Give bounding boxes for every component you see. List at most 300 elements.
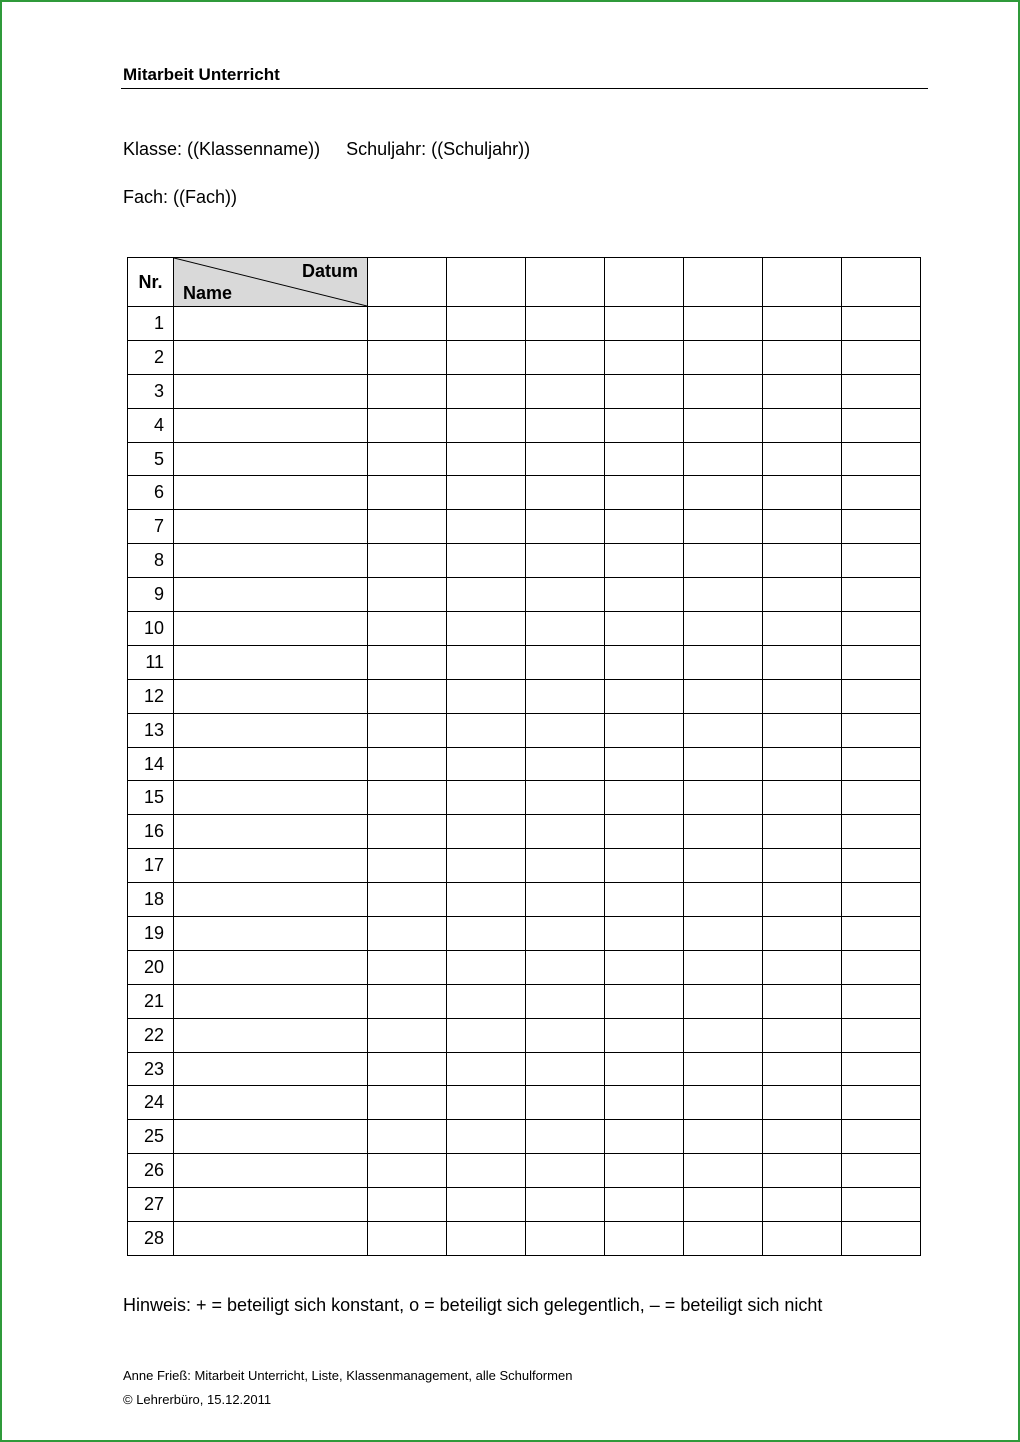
participation-cell[interactable]: [605, 612, 684, 646]
participation-cell[interactable]: [447, 612, 526, 646]
participation-cell[interactable]: [763, 950, 842, 984]
student-name-cell[interactable]: [174, 374, 368, 408]
row-number: 16: [128, 815, 174, 849]
row-number: 12: [128, 679, 174, 713]
participation-cell[interactable]: [842, 815, 921, 849]
table-row: [128, 578, 921, 612]
participation-cell[interactable]: [763, 510, 842, 544]
row-number: 2: [128, 340, 174, 374]
participation-cell[interactable]: [368, 679, 447, 713]
participation-cell[interactable]: [684, 883, 763, 917]
participation-cell[interactable]: [526, 408, 605, 442]
row-number: 27: [128, 1188, 174, 1222]
participation-cell[interactable]: [605, 1120, 684, 1154]
table-row: [128, 307, 921, 341]
participation-cell[interactable]: [684, 645, 763, 679]
participation-cell[interactable]: [763, 781, 842, 815]
row-number: 6: [128, 476, 174, 510]
participation-cell[interactable]: [447, 510, 526, 544]
participation-cell[interactable]: [447, 645, 526, 679]
participation-cell[interactable]: [368, 1018, 447, 1052]
participation-cell[interactable]: [763, 1154, 842, 1188]
klasse-label: Klasse: ((Klassenname)): [123, 139, 321, 159]
participation-cell[interactable]: [447, 849, 526, 883]
participation-cell[interactable]: [842, 849, 921, 883]
row-number: 7: [128, 510, 174, 544]
row-number: 15: [128, 781, 174, 815]
participation-cell[interactable]: [368, 984, 447, 1018]
datum-header: Datum: [301, 261, 358, 281]
participation-cell[interactable]: [684, 1222, 763, 1256]
participation-cell[interactable]: [368, 917, 447, 951]
date-cell[interactable]: [842, 258, 921, 307]
participation-cell[interactable]: [763, 307, 842, 341]
student-name-cell[interactable]: [174, 849, 368, 883]
student-name-cell[interactable]: [174, 1018, 368, 1052]
row-number: 3: [128, 374, 174, 408]
participation-cell[interactable]: [763, 917, 842, 951]
participation-cell[interactable]: [526, 1120, 605, 1154]
participation-cell[interactable]: [842, 1120, 921, 1154]
footer-credit: Anne Frieß: Mitarbeit Unterricht, Liste, Klassenmanagement, alle Schulformen: [123, 1368, 573, 1383]
table-row: [128, 815, 921, 849]
row-number: 18: [128, 883, 174, 917]
student-name-cell[interactable]: [174, 612, 368, 646]
participation-cell[interactable]: [447, 1120, 526, 1154]
row-number: 5: [128, 442, 174, 476]
participation-cell[interactable]: [526, 442, 605, 476]
participation-cell[interactable]: [684, 510, 763, 544]
participation-cell[interactable]: [526, 307, 605, 341]
table-row: [128, 679, 921, 713]
participation-cell[interactable]: [842, 544, 921, 578]
participation-cell[interactable]: [842, 374, 921, 408]
participation-cell[interactable]: [526, 612, 605, 646]
row-number: 10: [128, 612, 174, 646]
participation-cell[interactable]: [684, 781, 763, 815]
participation-cell[interactable]: [842, 612, 921, 646]
participation-cell[interactable]: [605, 442, 684, 476]
table-header-row: [128, 258, 921, 307]
participation-cell[interactable]: [763, 1222, 842, 1256]
participation-cell[interactable]: [842, 645, 921, 679]
participation-cell[interactable]: [763, 442, 842, 476]
date-cell[interactable]: [447, 258, 526, 307]
table-row: [128, 849, 921, 883]
participation-cell[interactable]: [526, 578, 605, 612]
participation-cell[interactable]: [842, 340, 921, 374]
participation-cell[interactable]: [447, 1018, 526, 1052]
participation-cell[interactable]: [605, 984, 684, 1018]
participation-cell[interactable]: [368, 612, 447, 646]
participation-cell[interactable]: [368, 442, 447, 476]
participation-cell[interactable]: [526, 645, 605, 679]
table-row: [128, 1154, 921, 1188]
participation-cell[interactable]: [763, 1018, 842, 1052]
participation-cell[interactable]: [368, 1188, 447, 1222]
participation-cell[interactable]: [605, 781, 684, 815]
student-name-cell[interactable]: [174, 340, 368, 374]
participation-cell[interactable]: [368, 1086, 447, 1120]
table-row: [128, 1086, 921, 1120]
participation-cell[interactable]: [763, 713, 842, 747]
participation-cell[interactable]: [447, 1086, 526, 1120]
table-row: [128, 612, 921, 646]
participation-cell[interactable]: [526, 1052, 605, 1086]
date-cell[interactable]: [684, 258, 763, 307]
participation-cell[interactable]: [605, 340, 684, 374]
participation-cell[interactable]: [447, 476, 526, 510]
participation-cell[interactable]: [684, 849, 763, 883]
participation-cell[interactable]: [605, 374, 684, 408]
participation-cell[interactable]: [842, 747, 921, 781]
participation-cell[interactable]: [605, 679, 684, 713]
participation-cell[interactable]: [684, 1052, 763, 1086]
student-name-cell[interactable]: [174, 1120, 368, 1154]
participation-cell[interactable]: [842, 883, 921, 917]
participation-cell[interactable]: [605, 1154, 684, 1188]
row-number: 11: [128, 645, 174, 679]
participation-cell[interactable]: [842, 408, 921, 442]
participation-cell[interactable]: [684, 984, 763, 1018]
participation-cell[interactable]: [842, 442, 921, 476]
table-row: [128, 917, 921, 951]
participation-cell[interactable]: [605, 815, 684, 849]
table-row: [128, 1188, 921, 1222]
legend-hint: Hinweis: + = beteiligt sich konstant, o = beteiligt sich gelegentlich, – = beteiligt sich nicht: [123, 1295, 823, 1315]
table-row: [128, 1052, 921, 1086]
table-row: [128, 713, 921, 747]
participation-cell[interactable]: [447, 442, 526, 476]
participation-cell[interactable]: [447, 917, 526, 951]
table-row: [128, 984, 921, 1018]
participation-cell[interactable]: [526, 679, 605, 713]
participation-cell[interactable]: [368, 307, 447, 341]
participation-cell[interactable]: [447, 781, 526, 815]
participation-cell[interactable]: [684, 408, 763, 442]
participation-cell[interactable]: [684, 544, 763, 578]
student-name-cell[interactable]: [174, 747, 368, 781]
participation-cell[interactable]: [526, 1086, 605, 1120]
table-row: [128, 645, 921, 679]
participation-cell[interactable]: [447, 307, 526, 341]
participation-cell[interactable]: [605, 747, 684, 781]
participation-cell[interactable]: [763, 815, 842, 849]
participation-cell[interactable]: [605, 307, 684, 341]
student-name-cell[interactable]: [174, 1188, 368, 1222]
participation-cell[interactable]: [605, 408, 684, 442]
row-number: 8: [128, 544, 174, 578]
participation-cell[interactable]: [368, 1120, 447, 1154]
participation-cell[interactable]: [684, 1018, 763, 1052]
participation-cell[interactable]: [763, 544, 842, 578]
student-name-cell[interactable]: [174, 1086, 368, 1120]
student-name-cell[interactable]: [174, 917, 368, 951]
participation-cell[interactable]: [684, 917, 763, 951]
participation-cell[interactable]: [368, 815, 447, 849]
date-cell[interactable]: [605, 258, 684, 307]
participation-cell[interactable]: [684, 578, 763, 612]
participation-cell[interactable]: [605, 544, 684, 578]
participation-cell[interactable]: [763, 578, 842, 612]
table-row: [128, 544, 921, 578]
datum-name-header: [174, 258, 368, 307]
participation-cell[interactable]: [763, 1120, 842, 1154]
participation-cell[interactable]: [684, 1188, 763, 1222]
participation-cell[interactable]: [684, 1154, 763, 1188]
participation-cell[interactable]: [447, 1052, 526, 1086]
student-name-cell[interactable]: [174, 984, 368, 1018]
participation-cell[interactable]: [447, 578, 526, 612]
participation-cell[interactable]: [368, 849, 447, 883]
participation-cell[interactable]: [368, 883, 447, 917]
title-divider: [121, 88, 928, 89]
participation-cell[interactable]: [842, 984, 921, 1018]
participation-table: [127, 257, 921, 1256]
participation-cell[interactable]: [368, 781, 447, 815]
student-name-cell[interactable]: [174, 1154, 368, 1188]
participation-cell[interactable]: [526, 747, 605, 781]
row-number: 26: [128, 1154, 174, 1188]
participation-cell[interactable]: [842, 713, 921, 747]
row-number: 24: [128, 1086, 174, 1120]
participation-cell[interactable]: [842, 950, 921, 984]
participation-cell[interactable]: [605, 476, 684, 510]
participation-cell[interactable]: [605, 883, 684, 917]
table-row: [128, 1018, 921, 1052]
participation-cell[interactable]: [526, 713, 605, 747]
student-name-cell[interactable]: [174, 1222, 368, 1256]
participation-cell[interactable]: [763, 747, 842, 781]
student-name-cell[interactable]: [174, 679, 368, 713]
participation-cell[interactable]: [684, 713, 763, 747]
student-name-cell[interactable]: [174, 1052, 368, 1086]
student-name-cell[interactable]: [174, 781, 368, 815]
participation-cell[interactable]: [763, 1188, 842, 1222]
row-number: 1: [128, 307, 174, 341]
participation-cell[interactable]: [447, 374, 526, 408]
table-row: [128, 442, 921, 476]
participation-cell[interactable]: [368, 713, 447, 747]
row-number: 19: [128, 917, 174, 951]
participation-cell[interactable]: [763, 612, 842, 646]
participation-cell[interactable]: [763, 1052, 842, 1086]
participation-cell[interactable]: [447, 1188, 526, 1222]
participation-cell[interactable]: [842, 307, 921, 341]
participation-cell[interactable]: [526, 340, 605, 374]
participation-cell[interactable]: [526, 1018, 605, 1052]
participation-cell[interactable]: [684, 950, 763, 984]
participation-cell[interactable]: [447, 1222, 526, 1256]
participation-cell[interactable]: [368, 408, 447, 442]
footer-copyright: © Lehrerbüro, 15.12.2011: [123, 1392, 272, 1407]
participation-cell[interactable]: [842, 1222, 921, 1256]
student-name-cell[interactable]: [174, 578, 368, 612]
participation-cell[interactable]: [526, 984, 605, 1018]
participation-cell[interactable]: [684, 1120, 763, 1154]
participation-cell[interactable]: [605, 1222, 684, 1256]
document-title: Mitarbeit Unterricht: [123, 65, 280, 84]
participation-cell[interactable]: [763, 374, 842, 408]
row-number: 20: [128, 950, 174, 984]
participation-cell[interactable]: [447, 544, 526, 578]
participation-cell[interactable]: [763, 645, 842, 679]
participation-cell[interactable]: [842, 1154, 921, 1188]
participation-cell[interactable]: [763, 1086, 842, 1120]
participation-cell[interactable]: [447, 408, 526, 442]
participation-cell[interactable]: [526, 815, 605, 849]
participation-cell[interactable]: [368, 747, 447, 781]
nr-header: Nr.: [128, 258, 174, 307]
student-name-cell[interactable]: [174, 950, 368, 984]
participation-cell[interactable]: [842, 1018, 921, 1052]
participation-cell[interactable]: [526, 510, 605, 544]
participation-cell[interactable]: [842, 476, 921, 510]
participation-cell[interactable]: [763, 476, 842, 510]
participation-cell[interactable]: [684, 1086, 763, 1120]
participation-cell[interactable]: [526, 374, 605, 408]
participation-cell[interactable]: [842, 781, 921, 815]
table-row: [128, 408, 921, 442]
participation-cell[interactable]: [605, 849, 684, 883]
participation-cell[interactable]: [447, 679, 526, 713]
participation-cell[interactable]: [605, 917, 684, 951]
row-number: 22: [128, 1018, 174, 1052]
participation-cell[interactable]: [605, 713, 684, 747]
participation-cell[interactable]: [526, 917, 605, 951]
participation-cell[interactable]: [842, 510, 921, 544]
participation-cell[interactable]: [842, 917, 921, 951]
participation-cell[interactable]: [842, 1052, 921, 1086]
participation-cell[interactable]: [368, 1052, 447, 1086]
student-name-cell[interactable]: [174, 442, 368, 476]
row-number: 9: [128, 578, 174, 612]
participation-cell[interactable]: [447, 950, 526, 984]
participation-cell[interactable]: [368, 544, 447, 578]
date-cell[interactable]: [368, 258, 447, 307]
row-number: 28: [128, 1222, 174, 1256]
participation-cell[interactable]: [763, 849, 842, 883]
participation-cell[interactable]: [605, 510, 684, 544]
student-name-cell[interactable]: [174, 307, 368, 341]
participation-cell[interactable]: [684, 747, 763, 781]
participation-cell[interactable]: [684, 340, 763, 374]
participation-cell[interactable]: [605, 1188, 684, 1222]
participation-cell[interactable]: [526, 781, 605, 815]
date-cell[interactable]: [763, 258, 842, 307]
participation-cell[interactable]: [368, 950, 447, 984]
participation-cell[interactable]: [447, 1154, 526, 1188]
participation-cell[interactable]: [763, 408, 842, 442]
participation-cell[interactable]: [763, 340, 842, 374]
participation-cell[interactable]: [605, 645, 684, 679]
participation-cell[interactable]: [447, 713, 526, 747]
class-year-line: [123, 139, 530, 160]
participation-cell[interactable]: [447, 815, 526, 849]
participation-cell[interactable]: [605, 950, 684, 984]
schuljahr-label: Schuljahr: ((Schuljahr)): [346, 139, 531, 159]
table-row: [128, 781, 921, 815]
date-cell[interactable]: [526, 258, 605, 307]
participation-cell[interactable]: [526, 950, 605, 984]
participation-cell[interactable]: [526, 1188, 605, 1222]
student-name-cell[interactable]: [174, 510, 368, 544]
participation-cell[interactable]: [605, 1018, 684, 1052]
student-name-cell[interactable]: [174, 408, 368, 442]
table-row: [128, 950, 921, 984]
participation-cell[interactable]: [368, 1154, 447, 1188]
row-number: 17: [128, 849, 174, 883]
participation-cell[interactable]: [684, 679, 763, 713]
participation-cell[interactable]: [842, 679, 921, 713]
table-row: [128, 374, 921, 408]
participation-cell[interactable]: [763, 984, 842, 1018]
participation-cell[interactable]: [447, 747, 526, 781]
participation-cell[interactable]: [842, 1086, 921, 1120]
participation-cell[interactable]: [368, 340, 447, 374]
participation-cell[interactable]: [842, 1188, 921, 1222]
participation-cell[interactable]: [526, 849, 605, 883]
student-name-cell[interactable]: [174, 883, 368, 917]
name-header: Name: [183, 283, 233, 303]
participation-cell[interactable]: [447, 984, 526, 1018]
table-row: [128, 1120, 921, 1154]
participation-cell[interactable]: [684, 815, 763, 849]
participation-cell[interactable]: [368, 476, 447, 510]
student-name-cell[interactable]: [174, 815, 368, 849]
participation-cell[interactable]: [684, 374, 763, 408]
participation-cell[interactable]: [605, 578, 684, 612]
table-row: [128, 476, 921, 510]
row-number: 21: [128, 984, 174, 1018]
table-row: [128, 340, 921, 374]
participation-cell[interactable]: [842, 578, 921, 612]
participation-cell[interactable]: [684, 476, 763, 510]
participation-cell[interactable]: [763, 883, 842, 917]
participation-cell[interactable]: [526, 544, 605, 578]
row-number: 25: [128, 1120, 174, 1154]
student-name-cell[interactable]: [174, 713, 368, 747]
participation-cell[interactable]: [763, 679, 842, 713]
participation-cell[interactable]: [368, 374, 447, 408]
table-row: [128, 883, 921, 917]
participation-cell[interactable]: [526, 476, 605, 510]
participation-cell[interactable]: [605, 1086, 684, 1120]
student-name-cell[interactable]: [174, 476, 368, 510]
participation-cell[interactable]: [368, 645, 447, 679]
participation-cell[interactable]: [684, 442, 763, 476]
participation-cell[interactable]: [526, 1154, 605, 1188]
student-name-cell[interactable]: [174, 645, 368, 679]
participation-cell[interactable]: [368, 510, 447, 544]
participation-cell[interactable]: [368, 578, 447, 612]
participation-cell[interactable]: [368, 1222, 447, 1256]
student-name-cell[interactable]: [174, 544, 368, 578]
table-row: [128, 747, 921, 781]
participation-cell[interactable]: [526, 1222, 605, 1256]
participation-cell[interactable]: [684, 307, 763, 341]
row-number: 23: [128, 1052, 174, 1086]
participation-cell[interactable]: [684, 612, 763, 646]
participation-cell[interactable]: [447, 883, 526, 917]
participation-cell[interactable]: [447, 340, 526, 374]
participation-cell[interactable]: [526, 883, 605, 917]
table-row: [128, 510, 921, 544]
fach-label: Fach: ((Fach)): [123, 187, 238, 207]
table-row: [128, 1222, 921, 1256]
participation-cell[interactable]: [605, 1052, 684, 1086]
row-number: 13: [128, 713, 174, 747]
